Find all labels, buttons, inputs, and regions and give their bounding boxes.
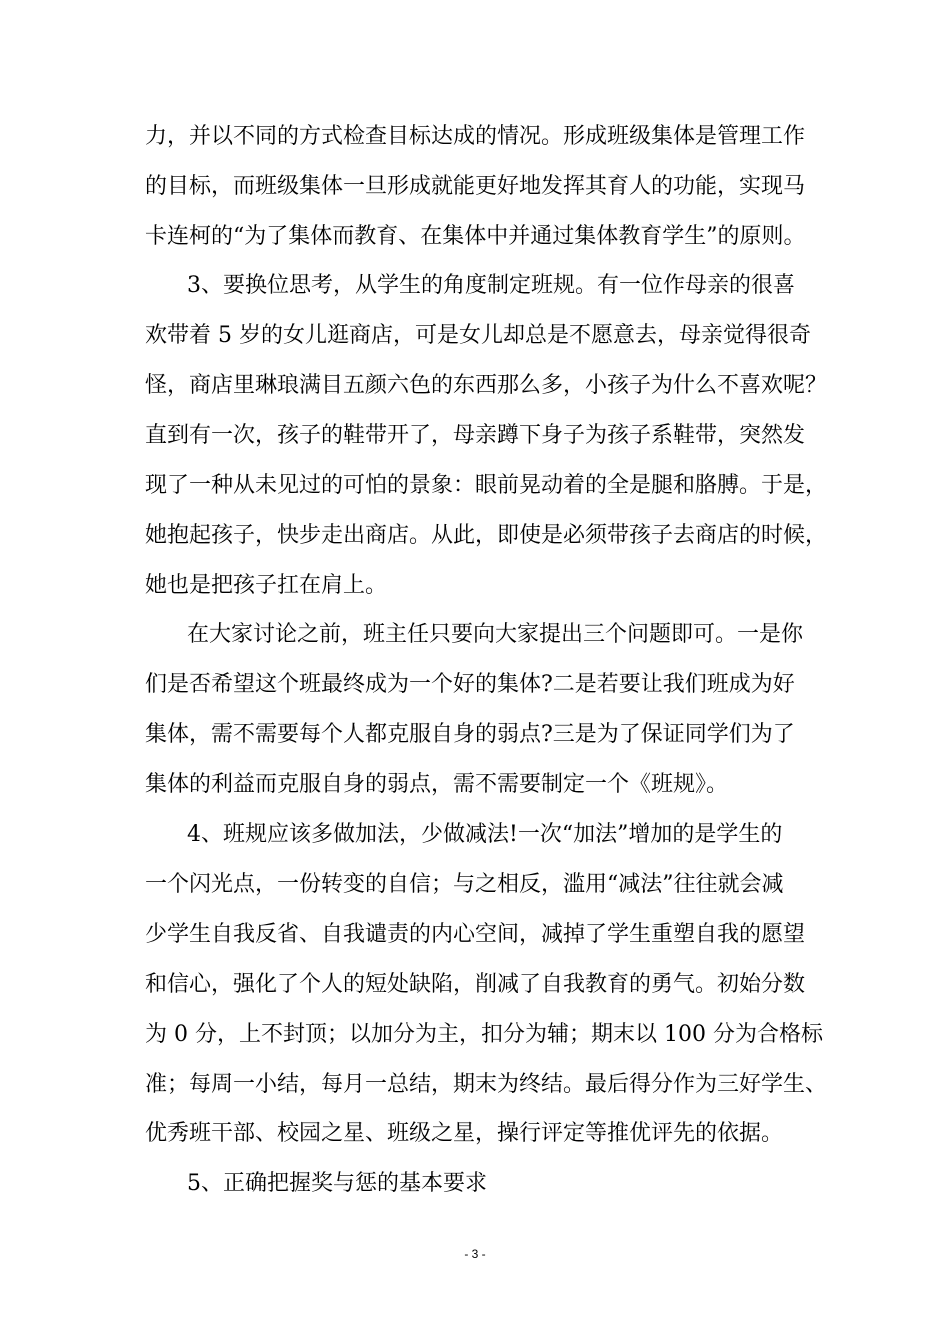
text-line: 为 0 分，上不封顶；以加分为主，扣分为辅；期末以 100 分为合格标 [145, 1022, 823, 1047]
paragraph-start-line: 在大家讨论之前，班主任只要向大家提出三个问题即可。一是你 [187, 622, 804, 647]
text-line: 现了一种从未见过的可怕的景象：眼前晃动着的全是腿和胳膊。于是， [145, 473, 828, 498]
text-line: 集体，需不需要每个人都克服自身的弱点?三是为了保证同学们为了 [145, 722, 795, 747]
text-line: 直到有一次，孩子的鞋带开了，母亲蹲下身子为孩子系鞋带，突然发 [145, 423, 806, 448]
text-line: 欢带着 5 岁的女儿逛商店，可是女儿却总是不愿意去，母亲觉得很奇 [145, 323, 811, 348]
text-line: 怪，商店里琳琅满目五颜六色的东西那么多，小孩子为什么不喜欢呢？ [145, 373, 828, 398]
text-line: 卡连柯的“为了集体而教育、在集体中并通过集体教育学生”的原则。 [145, 224, 806, 249]
text-line: 们是否希望这个班最终成为一个好的集体?二是若要让我们班成为好 [145, 672, 795, 697]
text-line: 集体的利益而克服自身的弱点，需不需要制定一个《班规》。 [145, 772, 729, 797]
text-line: 准；每周一小结，每月一总结，期末为终结。最后得分作为三好学生、 [145, 1072, 828, 1097]
page-number: - 3 - [464, 1247, 486, 1261]
text-line: 她抱起孩子，快步走出商店。从此，即使是必须带孩子去商店的时候， [145, 523, 828, 548]
paragraph-start-line: 3、要换位思考，从学生的角度制定班规。有一位作母亲的很喜 [187, 273, 795, 298]
text-line: 一个闪光点，一份转变的自信；与之相反，滥用“减法”往往就会减 [145, 872, 784, 897]
text-line: 和信心，强化了个人的短处缺陷，削减了自我教育的勇气。初始分数 [145, 972, 806, 997]
text-line: 力，并以不同的方式检查目标达成的情况。形成班级集体是管理工作 [145, 124, 806, 149]
section-heading-line: 5、正确把握奖与惩的基本要求 [187, 1171, 487, 1196]
text-line: 少学生自我反省、自我谴责的内心空间，减掉了学生重塑自我的愿望 [145, 922, 806, 947]
paragraph-start-line: 4、班规应该多做加法，少做减法!一次“加法”增加的是学生的 [187, 822, 783, 847]
text-line: 优秀班干部、校园之星、班级之星，操行评定等推优评先的依据。 [145, 1121, 784, 1146]
text-line: 她也是把孩子扛在肩上。 [145, 573, 388, 598]
text-line: 的目标，而班级集体一旦形成就能更好地发挥其育人的功能，实现马 [145, 174, 806, 199]
